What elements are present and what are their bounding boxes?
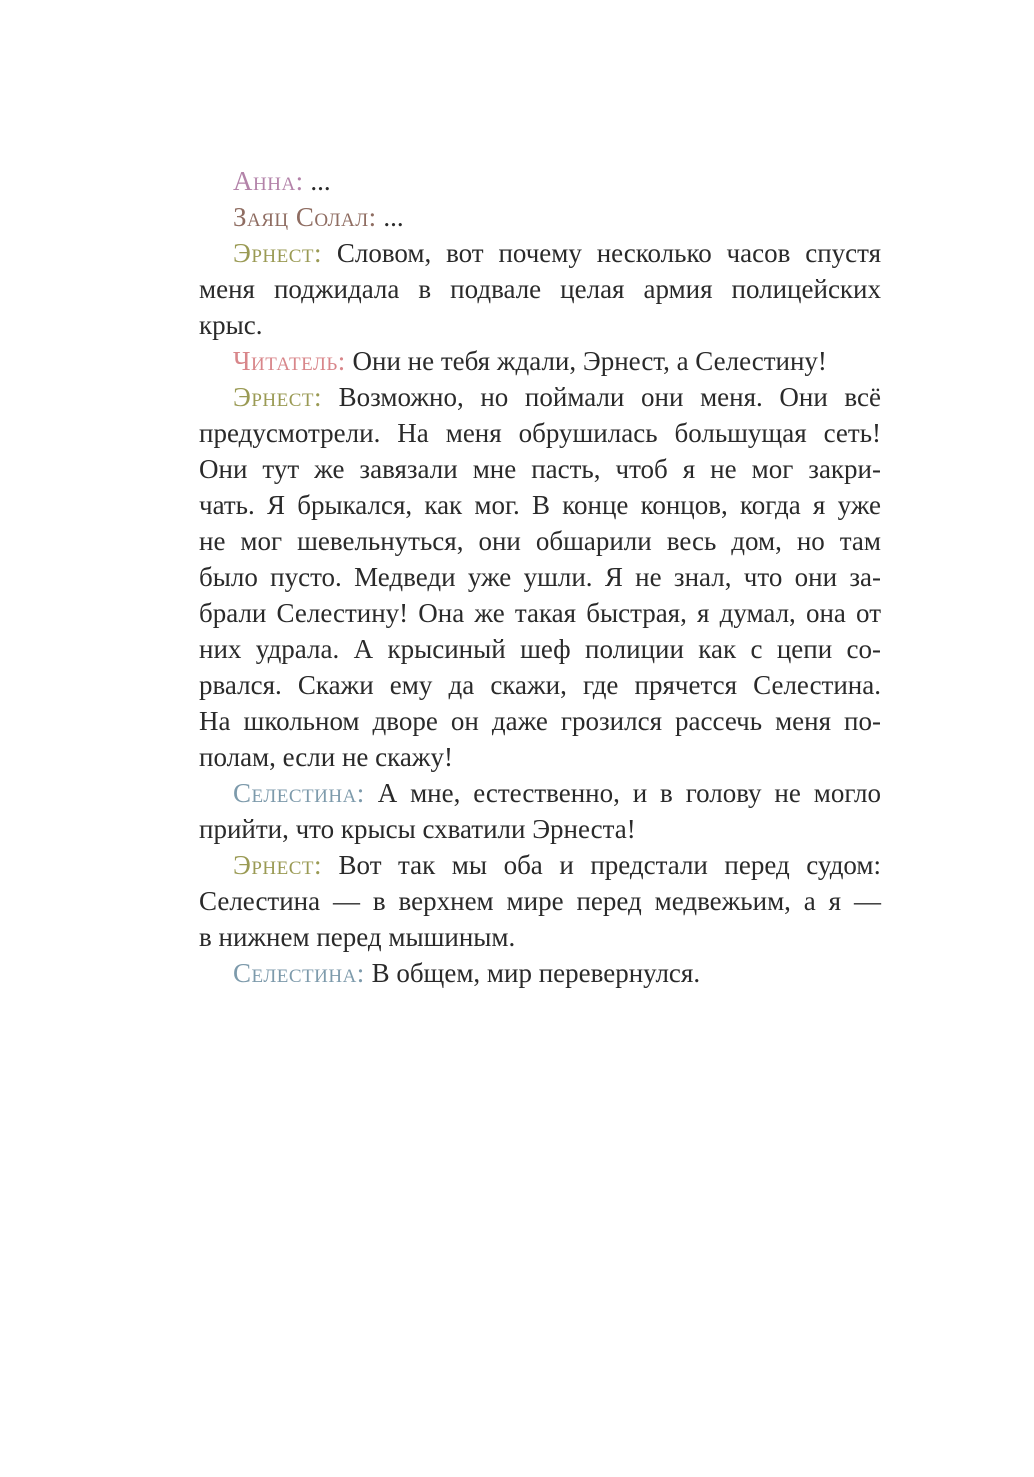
dialogue-line: [199, 667, 881, 703]
dialogue-line: [199, 883, 881, 919]
dialogue-line-first: [199, 955, 881, 991]
dialogue-line: [199, 271, 881, 307]
dialogue-line-first: [199, 235, 881, 271]
dialogue-line-first: [199, 847, 881, 883]
speech-text: В общем, мир перевернулся.: [364, 958, 701, 988]
dialogue-line: [199, 523, 881, 559]
dialogue-line: [199, 595, 881, 631]
speaker-name: Эрнест:: [233, 238, 322, 268]
speech-text: Возможно, но поймали они меня. Они всё: [322, 382, 881, 412]
dialogue-line: [199, 739, 881, 775]
dialogue-line: [199, 559, 881, 595]
speech-text: А мне, естественно, и в голову не могло: [364, 778, 881, 808]
dialogue-line: [199, 631, 881, 667]
dialogue-text: [199, 163, 881, 991]
speaker-name: Селестина:: [233, 958, 365, 988]
speaker-name: Анна:: [233, 166, 304, 196]
speaker-name: Заяц Солал:: [233, 202, 377, 232]
speaker-name: Эрнест:: [233, 850, 322, 880]
speaker-name: Селестина:: [233, 778, 365, 808]
speech-text: чать. Я брыкался, как мог. В конце концов, когда я уже: [199, 490, 881, 520]
speech-text: Вот так мы оба и предстали перед судом:: [322, 850, 881, 880]
dialogue-line: [199, 307, 881, 343]
speech-text: прийти, что крысы схватили Эрнеста!: [199, 814, 636, 844]
dialogue-line: [199, 811, 881, 847]
speech-text: предусмотрели. На меня обрушилась большущая сеть!: [199, 418, 881, 448]
speech-text: Они не тебя ждали, Эрнест, а Селестину!: [345, 346, 827, 376]
speech-text: было пусто. Медведи уже ушли. Я не знал, что они за-: [199, 562, 881, 592]
speech-text: полам, если не скажу!: [199, 742, 453, 772]
dialogue-line-first: [199, 379, 881, 415]
speaker-name: Читатель:: [233, 346, 346, 376]
dialogue-line: [199, 919, 881, 955]
dialogue-line: [199, 487, 881, 523]
speaker-name: Эрнест:: [233, 382, 322, 412]
speech-text: ...: [303, 166, 331, 196]
speech-text: не мог шевельнуться, они обшарили весь дом, но там: [199, 526, 881, 556]
speech-text: Словом, вот почему несколько часов спустя: [322, 238, 881, 268]
speech-text: в нижнем перед мышиным.: [199, 922, 516, 952]
dialogue-line-first: [199, 163, 881, 199]
dialogue-line-first: [199, 775, 881, 811]
dialogue-line: [199, 415, 881, 451]
dialogue-line-first: [199, 199, 881, 235]
speech-text: Они тут же завязали мне пасть, чтоб я не мог закри-: [199, 454, 881, 484]
speech-text: рвался. Скажи ему да скажи, где прячется Селестина.: [199, 670, 881, 700]
speech-text: крыс.: [199, 310, 263, 340]
dialogue-line: [199, 703, 881, 739]
speech-text: ...: [376, 202, 404, 232]
speech-text: меня поджидала в подвале целая армия полицейских: [199, 274, 881, 304]
speech-text: Селестина — в верхнем мире перед медвежьим, а я —: [199, 886, 881, 916]
speech-text: На школьном дворе он даже грозился рассечь меня по-: [199, 706, 881, 736]
speech-text: брали Селестину! Она же такая быстрая, я думал, она от: [199, 598, 881, 628]
dialogue-line-first: [199, 343, 881, 379]
dialogue-line: [199, 451, 881, 487]
speech-text: них удрала. А крысиный шеф полиции как с цепи со-: [199, 634, 881, 664]
